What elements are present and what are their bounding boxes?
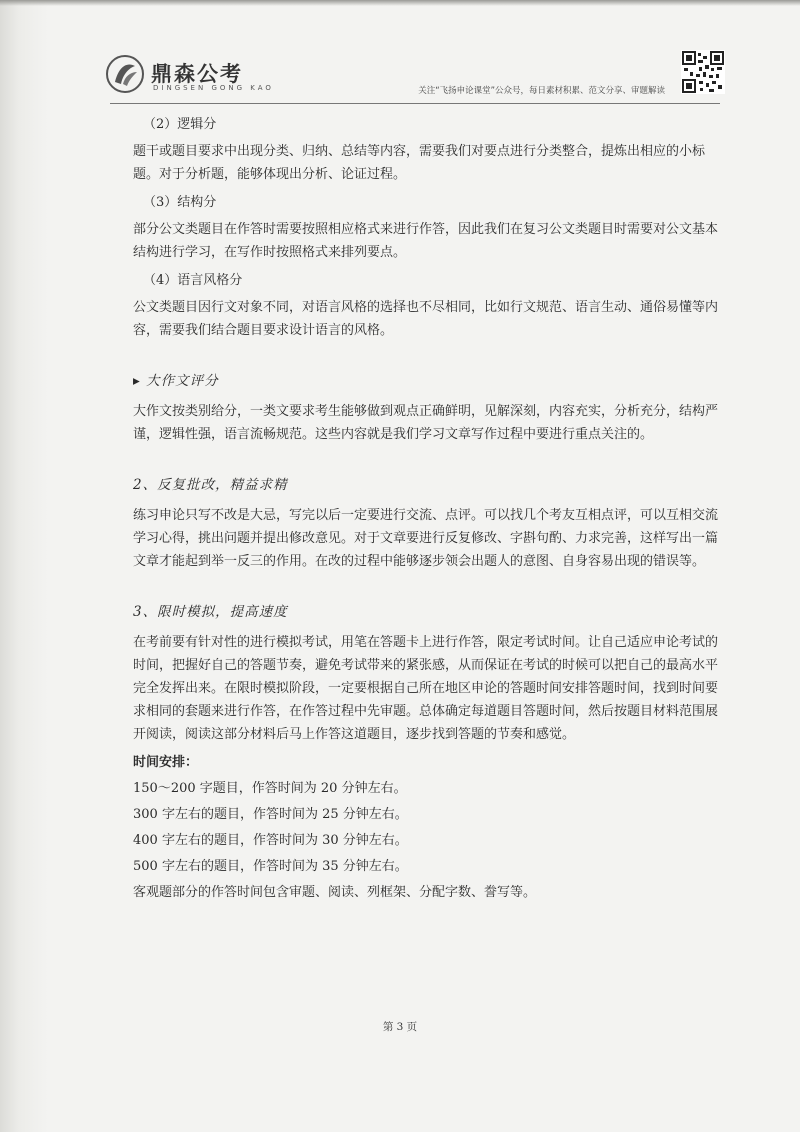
qr-code-icon (681, 50, 725, 94)
paragraph: 练习申论只写不改是大忌，写完以后一定要进行交流、点评。可以找几个考友互相点评，可以互相交流学习心得，挑出问题并提出修改意见。对于文章要进行反复修改、字斟句酌、力求完善，这样写出一篇文章才能起到举一反三的作用。在改的过程中能够逐步领会出题人的意图、自身容易出现的错误等。 (133, 508, 719, 569)
paragraph: 大作文按类别给分，一类文要求考生能够做到观点正确鲜明，见解深刻，内容充实，分析充分，结构严谨，逻辑性强，语言流畅规范。这些内容就是我们学习文章写作过程中要进行重点关注的。 (133, 404, 719, 442)
logo-mark-icon (105, 54, 145, 94)
section-heading-essay: ▸ 大作文评分 (133, 373, 219, 389)
page-header (105, 50, 725, 100)
logo-text: 鼎森公考 (151, 62, 243, 86)
paragraph: 公文类题目因行文对象不同，对语言风格的选择也不尽相同，比如行文规范、语言生动、通俗易懂等内容，需要我们结合题目要求设计语言的风格。 (133, 300, 719, 338)
subsection-title: （3）结构分 (143, 195, 217, 210)
subsection-title: （2）逻辑分 (143, 117, 217, 132)
paragraph: 题干或题目要求中出现分类、归纳、总结等内容，需要我们对要点进行分类整合，提炼出相应的小标题。对于分析题，能够体现出分析、论证过程。 (133, 144, 706, 182)
time-schedule-item: 客观题部分的作答时间包含审题、阅读、列框架、分配字数、誊写等。 (133, 885, 537, 900)
paragraph: 在考前要有针对性的进行模拟考试，用笔在答题卡上进行作答，限定考试时间。让自己适应申论考试的时间，把握好自己的答题节奏，避免考试带来的紧张感，从而保证在考试的时候可以把自己的最高水平完全发挥出来。在限时模拟阶段，一定要根据自己所在地区申论的答题时间安排答题时间，找到时间要求相同的套题来进行作答，在作答过程中先审题。总体确定每道题目答题时间，然后按题目材料范围展开阅读，阅读这部分材料后马上作答这道题目，逐步找到答题的节奏和感觉。 (133, 635, 719, 742)
page-number: 第 3 页 (382, 1021, 418, 1033)
paragraph: 部分公文类题目在作答时需要按照相应格式来进行作答，因此我们在复习公文类题目时需要对公文基本结构进行学习，在写作时按照格式来排列要点。 (133, 222, 719, 260)
time-schedule-item: 300 字左右的题目，作答时间为 25 分钟左右。 (133, 807, 408, 822)
header-note: 关注“飞扬申论课堂”公众号，每日素材积累、范文分享、审题解读 (418, 86, 665, 96)
scan-edge-shadow (0, 0, 48, 1132)
time-schedule-item: 500 字左右的题目，作答时间为 35 分钟左右。 (133, 859, 408, 874)
logo-subtitle: DINGSEN GONG KAO (153, 84, 274, 92)
time-schedule-title: 时间安排： (133, 755, 199, 770)
header-divider (110, 103, 720, 104)
section-heading-2: 2、反复批改，精益求精 (133, 477, 288, 493)
page-content (133, 114, 718, 908)
time-schedule-item: 150～200 字题目，作答时间为 20 分钟左右。 (133, 781, 407, 796)
scan-top-shadow (0, 0, 800, 6)
section-heading-3: 3、限时模拟，提高速度 (133, 604, 288, 620)
time-schedule-item: 400 字左右的题目，作答时间为 30 分钟左右。 (133, 833, 408, 848)
subsection-title: （4）语言风格分 (143, 273, 243, 288)
